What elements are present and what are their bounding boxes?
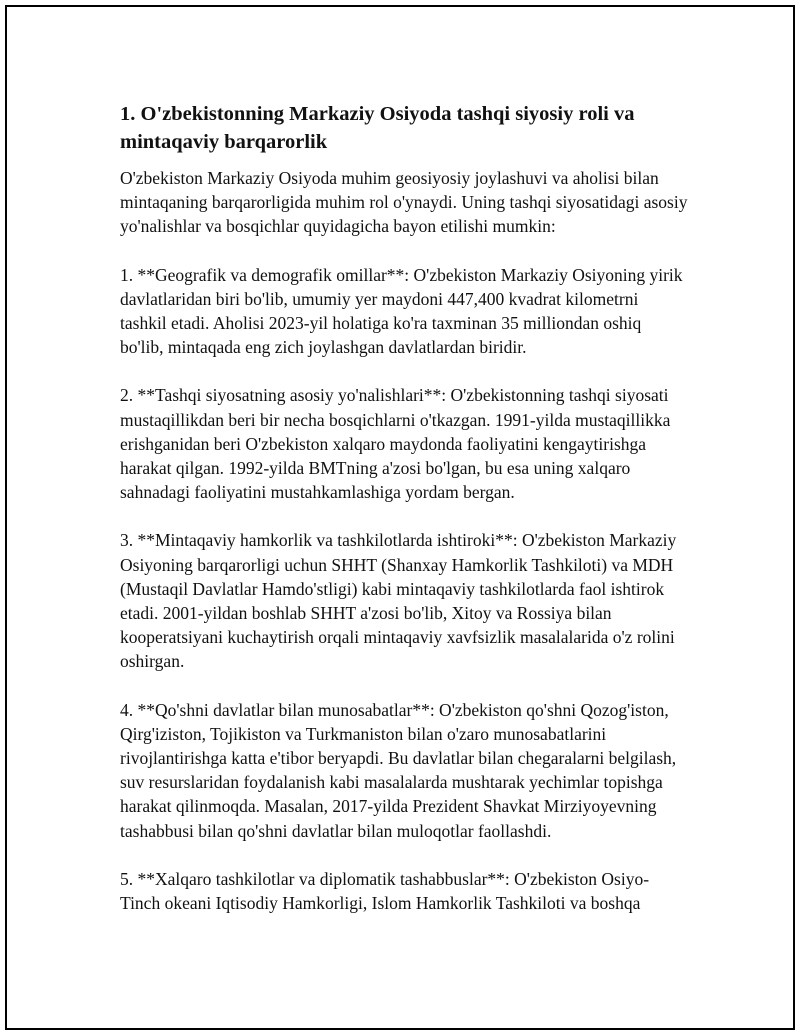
document-title: 1. O'zbekistonning Markaziy Osiyoda tashqi siyosiy roli va mintaqaviy barqarorlik — [120, 103, 635, 153]
intro-paragraph: O'zbekiston Markaziy Osiyoda muhim geosiyosiy joylashuvi va aholisi bilan mintaqaning barqarorligida muhim rol o'ynaydi. Uning tashqi siyosatidagi asosiy yo'nalishlar va bosqichlar quyidagicha bayon etilishi mumkin: — [120, 168, 688, 237]
page-frame — [5, 5, 795, 1030]
section-2-paragraph: 2. **Tashqi siyosatning asosiy yo'nalishlari**: O'zbekistonning tashqi siyosati mustaqillikdan beri bir necha bosqichlarni o'tkazgan. 1991-yilda mustaqillikka erishganidan beri O'zbekiston xalqaro maydonda faoliyatini kengaytirishga harakat qilgan. 1992-yilda BMTning a'zosi bo'lgan, bu esa uning xalqaro sahnadagi faoliyatini mustahkamlashiga yordam bergan. — [120, 385, 671, 503]
section-3-paragraph: 3. **Mintaqaviy hamkorlik va tashkilotlarda ishtiroki**: O'zbekiston Markaziy Osiyoning barqarorligi uchun SHHT (Shanxay Hamkorlik Tashkiloti) va MDH (Mustaqil Davlatlar Hamdo'stligi) kabi mintaqaviy tashkilotlarda faol ishtirok etadi. 2001-yildan boshlab SHHT a'zosi bo'lib, Xitoy va Rossiya bilan kooperatsiyani kuchaytirish orqali mintaqaviy xavfsizlik masalalarida o'z rolini oshirgan. — [120, 530, 677, 672]
section-1-paragraph: 1. **Geografik va demografik omillar**: O'zbekiston Markaziy Osiyoning yirik davlatlaridan biri bo'lib, umumiy yer maydoni 447,400 kvadrat kilometrni tashkil etadi. Aholisi 2023-yil holatiga ko'ra taxminan 35 milliondan oshiq bo'lib, mintaqada eng zich joylashgan davlatlardan biridir. — [120, 264, 683, 358]
section-5-paragraph: 5. **Xalqaro tashkilotlar va diplomatik tashabbuslar**: O'zbekiston Osiyo-Tinch okeani Iqtisodiy Hamkorligi, Islom Hamkorlik Tashkiloti va boshqa — [120, 868, 650, 914]
section-4-paragraph: 4. **Qo'shni davlatlar bilan munosabatlar**: O'zbekiston qo'shni Qozog'iston, Qirg'iziston, Tojikiston va Turkmaniston bilan o'zaro munosabatlarini rivojlantirishga katta e'tibor beryapdi. Bu davlatlar bilan chegaralarni belgilash, suv resurslaridan foydalanish kabi masalalarda mushtarak yechimlar topishga harakat qilinmoqda. Masalan, 2017-yilda Prezident Shavkat Mirziyoyevning tashabbusi bilan qo'shni davlatlar bilan muloqotlar faollashdi. — [120, 699, 677, 841]
document-body — [120, 100, 688, 939]
